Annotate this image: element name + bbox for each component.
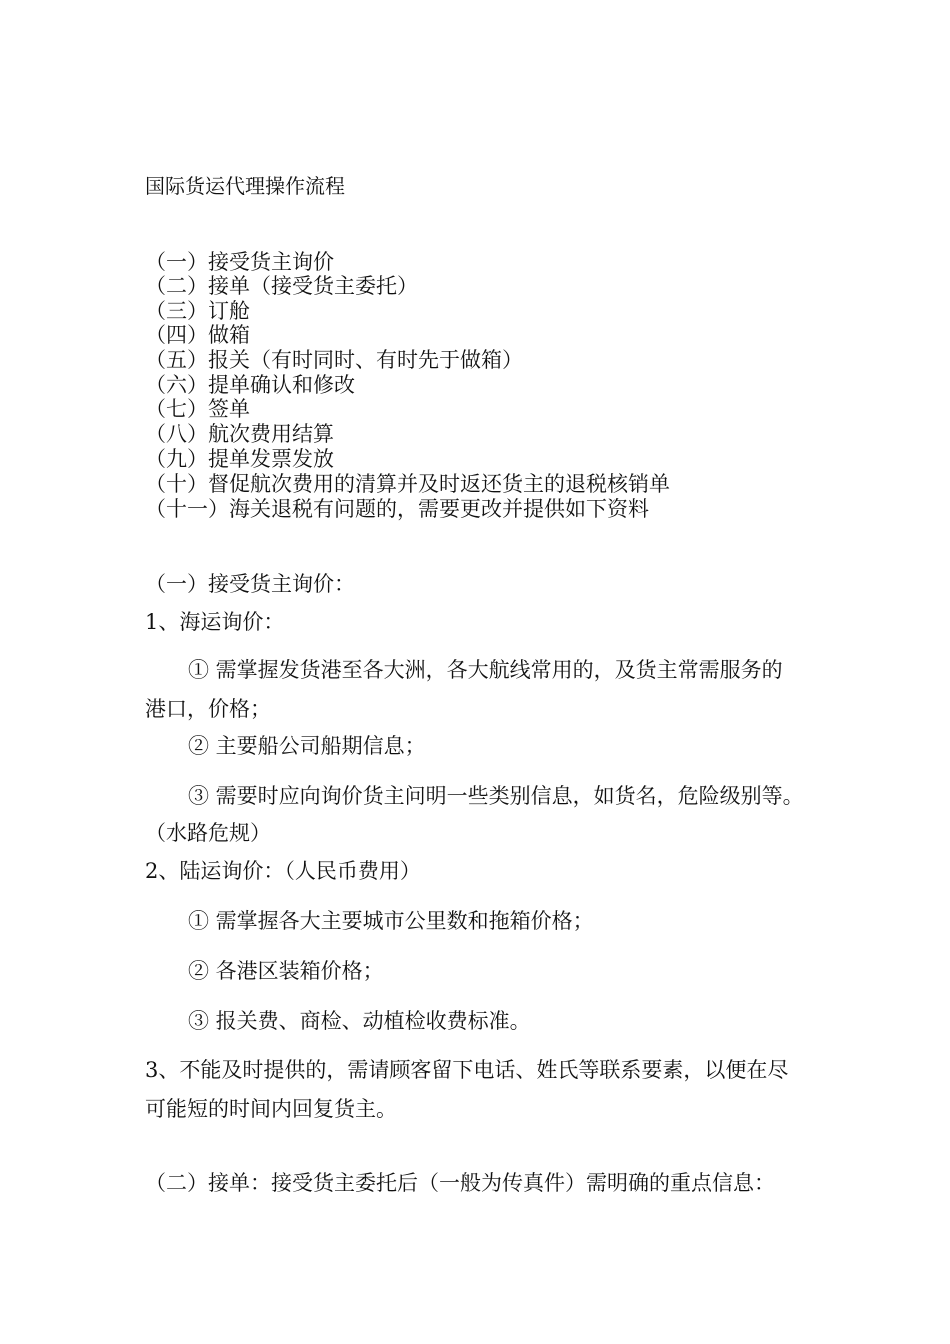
land-item-3: ③ 报关费、商检、动植检收费标准。 bbox=[188, 1009, 531, 1033]
outline-item: （四）做箱 bbox=[145, 323, 250, 347]
sea-item-1-cont: 港口，价格； bbox=[145, 697, 271, 721]
document-title: 国际货运代理操作流程 bbox=[145, 174, 345, 198]
sea-item-1: ① 需掌握发货港至各大洲，各大航线常用的，及货主常需服务的 bbox=[188, 658, 783, 682]
sub-heading-land: 2、陆运询价：（人民币费用） bbox=[145, 859, 421, 883]
section-heading: （二）接单：接受货主委托后（一般为传真件）需明确的重点信息： bbox=[145, 1171, 775, 1195]
outline-item: （九）提单发票发放 bbox=[145, 447, 334, 471]
sea-item-2: ② 主要船公司船期信息； bbox=[188, 734, 426, 758]
outline-item: （十一）海关退税有问题的，需要更改并提供如下资料 bbox=[145, 497, 649, 521]
outline-item: （二）接单（接受货主委托） bbox=[145, 274, 418, 298]
outline-item: （五）报关（有时同时、有时先于做箱） bbox=[145, 348, 523, 372]
land-item-2: ② 各港区装箱价格； bbox=[188, 959, 384, 983]
sub-heading-sea: 1、海运询价： bbox=[145, 610, 285, 634]
note-line-1: 3、不能及时提供的，需请顾客留下电话、姓氏等联系要素，以便在尽 bbox=[145, 1058, 789, 1082]
outline-item: （十）督促航次费用的清算并及时返还货主的退税核销单 bbox=[145, 472, 670, 496]
note-line-2: 可能短的时间内回复货主。 bbox=[145, 1097, 397, 1121]
outline-item: （六）提单确认和修改 bbox=[145, 373, 355, 397]
section-heading: （一）接受货主询价： bbox=[145, 572, 355, 596]
outline-item: （一）接受货主询价 bbox=[145, 250, 334, 274]
sea-item-3: ③ 需要时应向询价货主问明一些类别信息，如货名，危险级别等。 bbox=[188, 784, 804, 808]
sea-item-3-cont: （水路危规） bbox=[145, 821, 271, 845]
outline-item: （八）航次费用结算 bbox=[145, 422, 334, 446]
land-item-1: ① 需掌握各大主要城市公里数和拖箱价格； bbox=[188, 909, 594, 933]
outline-item: （三）订舱 bbox=[145, 299, 250, 323]
outline-item: （七）签单 bbox=[145, 397, 250, 421]
